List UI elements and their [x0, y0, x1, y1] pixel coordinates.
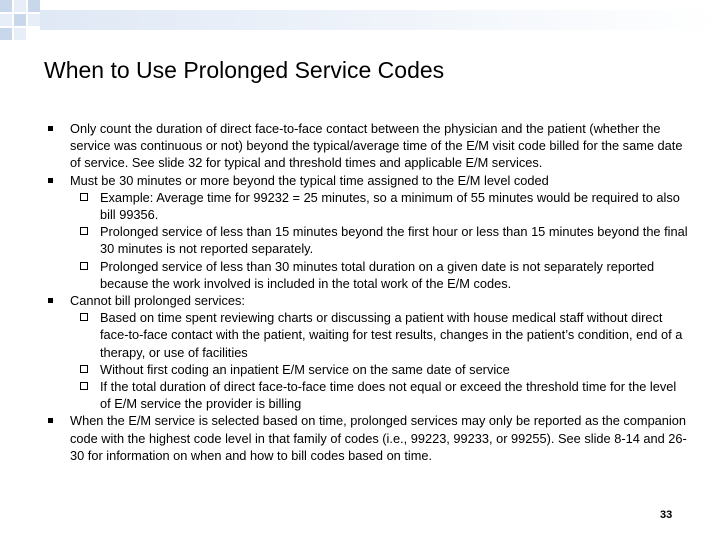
- sub-bullet-text: Prolonged service of less than 15 minutes beyond the first hour or less than 15 minutes beyond the final 30 minutes is not reported separately.: [100, 224, 688, 257]
- sub-bullet-item: [48, 361, 688, 378]
- hollow-square-icon: [80, 365, 88, 373]
- sub-bullet-text: Without first coding an inpatient E/M service on the same date of service: [100, 361, 510, 377]
- sub-bullet-item: [48, 258, 688, 292]
- sub-bullet-text: Prolonged service of less than 30 minutes total duration on a given date is not separately reported because the work involved is included in the total work of the E/M codes.: [100, 258, 655, 291]
- grid-cell: [0, 14, 12, 26]
- sub-bullet-text: Based on time spent reviewing charts or discussing a patient with house medical staff without direct face-to-face contact with the patient, waiting for test results, changes in the patient’s condition, end of a therapy, or use of facilities: [100, 310, 683, 360]
- hollow-square-icon: [80, 227, 88, 235]
- page-number: 33: [660, 509, 673, 521]
- bullet-square-icon: [48, 298, 53, 303]
- bullet-text: When the E/M service is selected based on time, prolonged services may only be reported as the companion code with the highest code level in that family of codes (i.e., 99223, 99233, or 99255). See slide 8-14 and 26-30 for information on when and how to bill codes based on time.: [70, 413, 687, 463]
- bullet-square-icon: [48, 126, 53, 131]
- grid-cell: [0, 0, 12, 12]
- sub-bullet-item: [48, 309, 688, 361]
- sub-bullet-text: Example: Average time for 99232 = 25 minutes, so a minimum of 55 minutes would be required to also bill 99356.: [100, 189, 680, 223]
- sub-bullet-text: If the total duration of direct face-to-face time does not equal or exceed the threshold time for the level of E/M service the provider is billing: [100, 379, 677, 412]
- bullet-list: [48, 120, 688, 464]
- bullet-item: [48, 172, 688, 189]
- bullet-square-icon: [48, 418, 53, 423]
- grid-cell: [28, 0, 40, 12]
- grid-cell: [28, 14, 40, 26]
- sub-bullet-item: [48, 378, 688, 412]
- bullet-text: Cannot bill prolonged services:: [70, 293, 245, 309]
- bullet-square-icon: [48, 178, 53, 183]
- sub-bullet-item: [48, 223, 688, 257]
- grid-cell: [14, 28, 26, 40]
- bullet-text: Only count the duration of direct face-to-face contact between the physician and the patient (whether the service was continuous or not) beyond the typical/average time of the E/M visit code billed for the same date of service. See slide 32 for typical and threshold times and applicable E/M services.: [70, 121, 683, 171]
- sub-bullet-item: [48, 189, 688, 223]
- grid-cell: [14, 0, 26, 12]
- hollow-square-icon: [80, 193, 88, 201]
- hollow-square-icon: [80, 262, 88, 270]
- bullet-item: [48, 120, 688, 172]
- header-band: [40, 10, 720, 30]
- bullet-item: [48, 292, 688, 309]
- grid-cell: [14, 14, 26, 26]
- bullet-text: Must be 30 minutes or more beyond the typical time assigned to the E/M level coded: [70, 172, 549, 188]
- grid-cell: [0, 28, 12, 40]
- slide-title: When to Use Prolonged Service Codes: [44, 57, 445, 83]
- hollow-square-icon: [80, 313, 88, 321]
- hollow-square-icon: [80, 382, 88, 390]
- bullet-item: [48, 412, 688, 464]
